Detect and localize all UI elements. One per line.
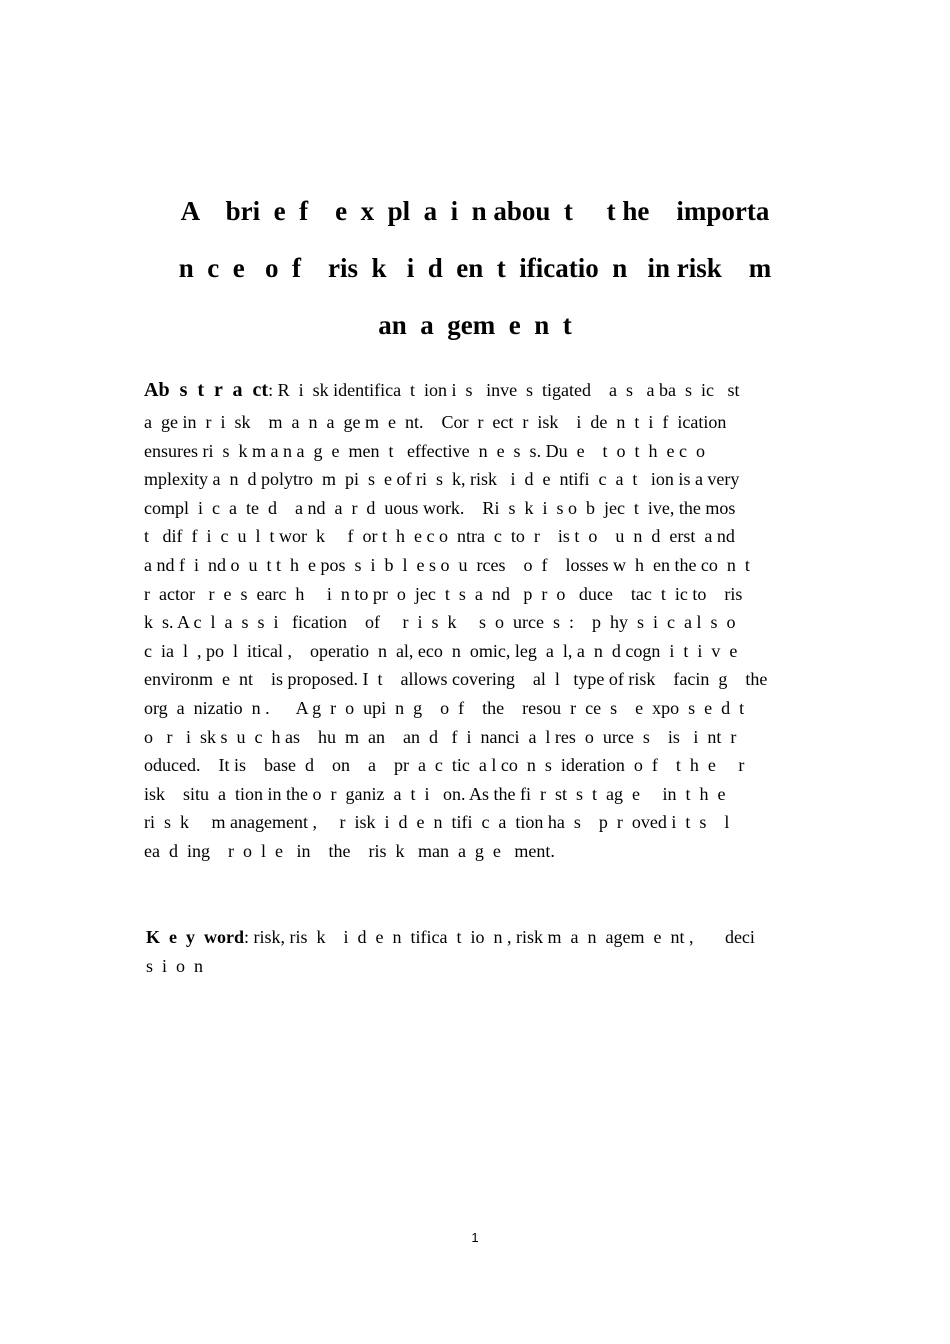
abstract-separator: : [268,380,274,400]
abstract-line: k s. A c l a s s i fication of r i s k s o urce s : p hy s i c a l s o [144,612,736,633]
page-number: 1 [471,1230,479,1245]
abstract-label: Ab s t r a ct [144,379,269,401]
paper-title [145,183,805,354]
keywords-text: risk, ris k i d e n tifica t io n , risk m a n agem e nt , deci [249,927,755,947]
abstract-section [144,372,806,866]
abstract-line: c ia l , po l itical , operatio n al, eco n omic, leg a l, a n d cogn i t i v e [144,640,738,661]
abstract-line [144,372,806,408]
abstract-line: ensures ri s k m a n a g e men t effective n e s s. Du e t o t h e c o [144,440,706,461]
title-line-1: A bri e f e x pl a i n abou t t he importa [180,196,770,226]
abstract-line: oduced. It is base d on a pr a c tic a l co n s ideration o f t h e r [144,755,745,776]
keywords-line [146,923,806,952]
abstract-line: a ge in r i sk m a n a ge m e nt. Cor r ect r isk i de n t i f ication [144,412,727,432]
keywords-separator: : [244,927,250,947]
title-line-3: an a gem e n t [378,310,572,340]
abstract-text: R i sk identifica t ion i s inve s tigated a s a ba s ic st [273,380,740,400]
abstract-line: environm e nt is proposed. I t allows covering al l type of risk facin g the [144,669,768,690]
abstract-line: a nd f i nd o u t t h e pos s i b l e s o u rces o f losses w h en the co n t [144,554,750,575]
abstract-line: ea d ing r o l e in the ris k man a g e ment. [144,840,555,861]
abstract-line: compl i c a te d a nd a r d uous work. Ri s k i s o b jec t ive, the mos [144,497,736,518]
abstract-line: org a nizatio n . A g r o upi n g o f the resou r ce s e xpo s e d t [144,697,745,718]
abstract-line: ri s k m anagement , r isk i d e n tifi c a tion ha s p r oved i t s l [144,812,730,833]
keywords-label: K e y word [146,927,244,947]
abstract-line: r actor r e s earc h i n to pr o jec t s a nd p r o duce tac t ic to ris [144,583,743,604]
keywords-section [146,923,806,980]
abstract-line: o r i sk s u c h as hu m an an d f i nanci a l res o urce s is i nt r [144,726,737,747]
abstract-line: t dif f i c u l t wor k f or t h e c o ntra c to r is t o u n d erst a nd [144,526,735,547]
keywords-line: s i o n [146,955,204,976]
title-line-2: n c e o f ris k i d en t ificatio n in risk m [178,253,772,283]
abstract-line: mplexity a n d polytro m pi s e of ri s k, risk i d e ntifi c a t ion is a very [144,469,740,490]
abstract-line: isk situ a tion in the o r ganiz a t i on. As the fi r st s t ag e in t h e [144,783,726,804]
